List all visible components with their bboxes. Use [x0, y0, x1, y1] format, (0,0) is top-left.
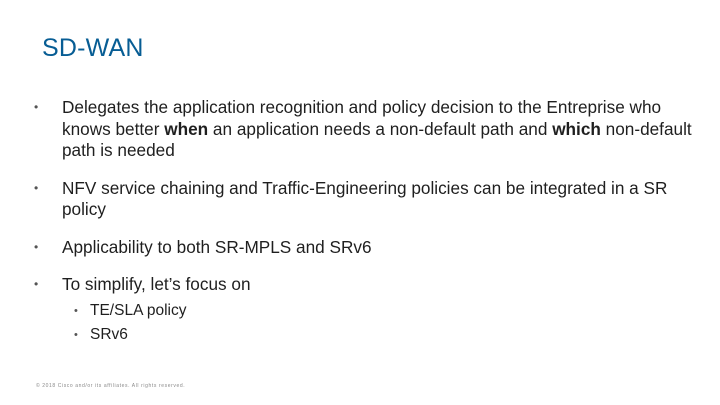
bullet-text: Applicability to both SR-MPLS and SRv6 [62, 236, 372, 257]
bullet-delegates [34, 97, 704, 162]
bullet-text: To simplify, let’s focus on [62, 274, 251, 294]
bullet-nfv [34, 178, 704, 221]
bullet-simplify [34, 274, 704, 296]
bullet-applicability [34, 237, 704, 259]
bullet-dot: • [34, 180, 39, 195]
bullet-dot: • [74, 328, 78, 341]
bullet-dot: • [34, 277, 39, 291]
bullet-text: NFV service chaining and Traffic-Engineering policies can be integrated in a SR policy [62, 177, 668, 219]
copyright-footer: © 2018 Cisco and/or its affiliates. All rights reserved. [36, 383, 186, 389]
bullet-list [34, 97, 704, 347]
sub-bullet-text: TE/SLA policy [90, 301, 187, 319]
sub-bullet-text: SRv6 [90, 325, 128, 343]
bullet-dot: • [34, 100, 39, 114]
bullet-dot: • [34, 239, 39, 254]
bullet-emphasis-which: which [552, 118, 601, 139]
sub-bullet-list [62, 299, 704, 347]
bullet-emphasis-when: when [164, 118, 209, 139]
bullet-text: non-default path is needed [62, 118, 692, 160]
bullet-text: Delegates the application recognition and policy decision to the Entreprise who knows better [62, 97, 662, 139]
bullet-text: an application needs a non-default path and [208, 118, 553, 139]
sub-bullet-te-sla [62, 299, 704, 323]
sub-bullet-srv6 [62, 323, 704, 347]
bullet-dot: • [74, 304, 78, 317]
slide-title: SD-WAN [42, 34, 144, 62]
